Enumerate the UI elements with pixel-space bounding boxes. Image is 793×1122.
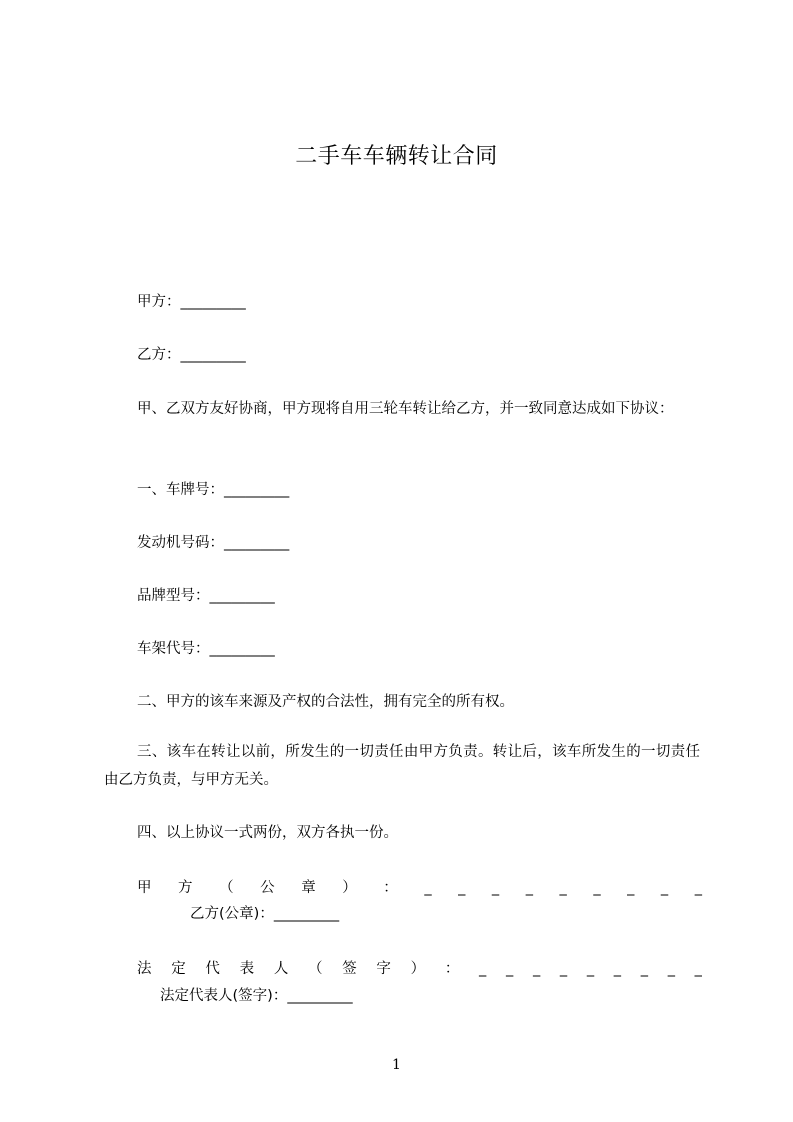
party-a-line (137, 292, 246, 312)
rep-char: 字 (376, 961, 391, 977)
seal-char: ： (383, 880, 398, 896)
seal-blank: _ (593, 880, 601, 896)
intro-paragraph: 甲、乙双方友好协商，甲方现将自用三轮车转让给乙方，并一致同意达成如下协议： (137, 401, 674, 417)
brand-model-label: 品牌型号： (137, 588, 210, 604)
rep-blank: _ (586, 961, 595, 977)
rep-blank: _ (559, 961, 568, 977)
party-b-line (137, 345, 246, 365)
party-a-representative-row (137, 959, 702, 979)
clause-4: 四、以上协议一式两份，双方各执一份。 (137, 825, 398, 841)
rep-char: 签 (342, 961, 357, 977)
seal-char: 章 (301, 880, 316, 896)
seal-char: 甲 (137, 880, 152, 896)
rep-blank: _ (694, 961, 702, 977)
rep-char: ） (410, 961, 426, 977)
rep-blank: _ (532, 961, 541, 977)
rep-blank: _ (479, 961, 487, 977)
frame-number-label: 车架代号： (137, 641, 210, 657)
brand-model-line (137, 586, 275, 606)
seal-blank: _ (660, 880, 669, 896)
document-title: 二手车车辆转让合同 (295, 144, 498, 169)
seal-char: （ (219, 880, 234, 896)
rep-blank: _ (640, 961, 648, 977)
page-number: 1 (392, 1057, 401, 1073)
clause-3: 三、该车在转让以前，所发生的一切责任由甲方负责。转让后，该车所发生的一切责任由乙方负责，与甲方无关。 (104, 744, 700, 788)
party-b-representative-line (160, 986, 353, 1006)
seal-blank: _ (525, 880, 533, 896)
seal-char: 方 (178, 880, 193, 896)
party-b-blank: _________ (180, 347, 246, 363)
party-a-label: 甲方： (137, 294, 181, 310)
clause-2: 二、甲方的该车来源及产权的合法性，拥有完全的所有权。 (137, 694, 514, 710)
seal-blank: _ (491, 880, 500, 896)
rep-char: 表 (239, 961, 255, 977)
party-b-seal-blank: _________ (273, 906, 340, 922)
brand-model-blank: _________ (209, 588, 275, 604)
engine-number-blank: _________ (224, 535, 290, 551)
plate-number-blank: _________ (224, 482, 290, 498)
rep-blank: _ (505, 961, 514, 977)
party-b-label: 乙方： (137, 347, 181, 363)
party-b-seal-label: 乙方(公章)： (190, 906, 274, 922)
seal-blank: _ (559, 880, 567, 896)
party-b-representative-blank: _________ (287, 988, 353, 1004)
plate-number-label: 一、车牌号： (137, 482, 224, 498)
party-b-representative-label: 法定代表人(签字)： (160, 988, 288, 1004)
rep-blank: _ (667, 961, 675, 977)
party-a-seal-row (137, 878, 702, 898)
rep-char: 法 (137, 961, 152, 977)
rep-char: ： (444, 961, 460, 977)
engine-number-label: 发动机号码： (137, 535, 224, 551)
rep-char: 代 (205, 961, 220, 977)
seal-blank: _ (627, 880, 635, 896)
party-a-blank: _________ (180, 294, 246, 310)
engine-number-line (137, 533, 289, 553)
seal-blank: _ (694, 880, 702, 896)
plate-number-line (137, 480, 289, 500)
seal-blank: _ (458, 880, 466, 896)
rep-char: 人 (273, 961, 289, 977)
seal-blank: _ (424, 880, 432, 896)
party-b-seal-line (190, 904, 339, 924)
frame-number-blank: _________ (209, 641, 275, 657)
seal-char: ） (342, 880, 357, 896)
seal-char: 公 (260, 880, 275, 896)
rep-blank: _ (613, 961, 622, 977)
rep-char: 定 (171, 961, 186, 977)
rep-char: （ (308, 961, 323, 977)
frame-number-line (137, 639, 275, 659)
